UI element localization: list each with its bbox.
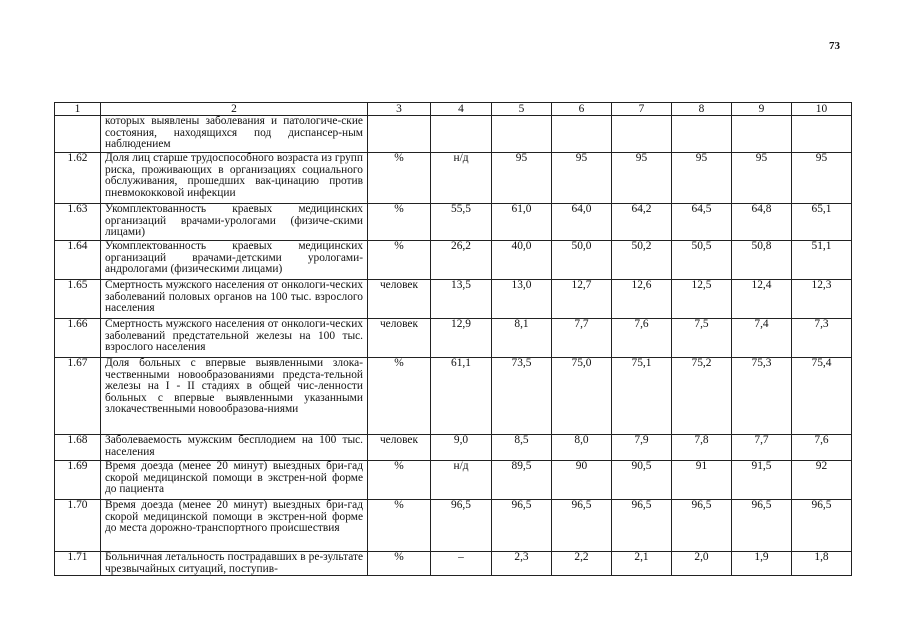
table-row: [55, 319, 852, 358]
value-cell: 75,2: [672, 358, 732, 435]
value-cell: 12,9: [431, 319, 492, 358]
value-cell: 12,5: [672, 280, 732, 319]
value-cell: 12,7: [552, 280, 612, 319]
value-cell: 40,0: [492, 241, 552, 280]
value-cell: –: [431, 552, 492, 576]
value-cell: 75,0: [552, 358, 612, 435]
value-cell: 1,8: [792, 552, 852, 576]
value-cell: 8,0: [552, 435, 612, 461]
value-cell: 91: [672, 461, 732, 500]
indicators-table: [54, 102, 852, 576]
indicator-name: Время доезда (менее 20 минут) выездных бри-гад скорой медицинской помощи в экстрен-ной форме до места дорожно-транспортного происшествия: [101, 500, 368, 552]
value-cell: 9,0: [431, 435, 492, 461]
table-row: [55, 358, 852, 435]
row-number: 1.70: [55, 500, 101, 552]
column-header: 3: [368, 103, 431, 116]
value-cell: н/д: [431, 153, 492, 204]
value-cell: 8,1: [492, 319, 552, 358]
table-row: [55, 552, 852, 576]
value-cell: 50,8: [732, 241, 792, 280]
unit-cell: %: [368, 204, 431, 241]
column-header: 1: [55, 103, 101, 116]
value-cell: 75,1: [612, 358, 672, 435]
indicator-name: Смертность мужского населения от онкологи-ческих заболеваний предстательной железы на 100 тыс. взрослого населения: [101, 319, 368, 358]
value-cell: 75,4: [792, 358, 852, 435]
value-cell: [732, 116, 792, 153]
value-cell: 64,2: [612, 204, 672, 241]
value-cell: 96,5: [792, 500, 852, 552]
value-cell: 64,8: [732, 204, 792, 241]
value-cell: 7,7: [552, 319, 612, 358]
value-cell: 95: [672, 153, 732, 204]
value-cell: 64,0: [552, 204, 612, 241]
value-cell: 90: [552, 461, 612, 500]
indicator-name: Заболеваемость мужским бесплодием на 100 тыс. населения: [101, 435, 368, 461]
unit-cell: %: [368, 358, 431, 435]
value-cell: 55,5: [431, 204, 492, 241]
table-row: [55, 461, 852, 500]
row-number: 1.63: [55, 204, 101, 241]
value-cell: 7,3: [792, 319, 852, 358]
row-number: 1.68: [55, 435, 101, 461]
unit-cell: %: [368, 552, 431, 576]
value-cell: 65,1: [792, 204, 852, 241]
indicator-name: Укомплектованность краевых медицинских организаций врачами-урологами (физиче-скими лицами): [101, 204, 368, 241]
value-cell: 95: [552, 153, 612, 204]
value-cell: 96,5: [732, 500, 792, 552]
value-cell: 95: [612, 153, 672, 204]
value-cell: 12,3: [792, 280, 852, 319]
row-number: 1.65: [55, 280, 101, 319]
table-row: [55, 241, 852, 280]
page-number: 73: [829, 40, 840, 52]
value-cell: 91,5: [732, 461, 792, 500]
indicator-name: Укомплектованность краевых медицинских организаций врачами-детскими урологами-андрологами (физическими лицами): [101, 241, 368, 280]
value-cell: [431, 116, 492, 153]
column-header: 6: [552, 103, 612, 116]
unit-cell: %: [368, 241, 431, 280]
row-number: 1.62: [55, 153, 101, 204]
column-header: 9: [732, 103, 792, 116]
value-cell: 7,9: [612, 435, 672, 461]
column-header: 5: [492, 103, 552, 116]
row-number: 1.69: [55, 461, 101, 500]
column-header: 7: [612, 103, 672, 116]
indicator-name: Больничная летальность пострадавших в ре-зультате чрезвычайных ситуаций, поступив-: [101, 552, 368, 576]
value-cell: 96,5: [672, 500, 732, 552]
unit-cell: [368, 116, 431, 153]
row-number: [55, 116, 101, 153]
value-cell: 50,2: [612, 241, 672, 280]
row-number: 1.64: [55, 241, 101, 280]
column-header: 10: [792, 103, 852, 116]
value-cell: 51,1: [792, 241, 852, 280]
unit-cell: %: [368, 461, 431, 500]
value-cell: 7,4: [732, 319, 792, 358]
value-cell: 95: [732, 153, 792, 204]
value-cell: 96,5: [431, 500, 492, 552]
value-cell: 12,6: [612, 280, 672, 319]
table-row: [55, 435, 852, 461]
value-cell: [612, 116, 672, 153]
column-header: 8: [672, 103, 732, 116]
value-cell: 75,3: [732, 358, 792, 435]
value-cell: 90,5: [612, 461, 672, 500]
indicator-name: Доля больных с впервые выявленными злока-чественными новообразованиями предста-тельной железы на I - II стадиях в общей чис-ленности больных с впервые выявленными указанными злокачественными новообразова-ниями: [101, 358, 368, 435]
value-cell: 2,3: [492, 552, 552, 576]
indicator-name: которых выявлены заболевания и патологиче-ские состояния, находящихся под диспансер-ным наблюдением: [101, 116, 368, 153]
value-cell: 96,5: [612, 500, 672, 552]
row-number: 1.66: [55, 319, 101, 358]
value-cell: 50,5: [672, 241, 732, 280]
value-cell: 89,5: [492, 461, 552, 500]
value-cell: н/д: [431, 461, 492, 500]
value-cell: 2,2: [552, 552, 612, 576]
value-cell: 7,8: [672, 435, 732, 461]
table-row: [55, 500, 852, 552]
table-row: [55, 204, 852, 241]
row-number: 1.67: [55, 358, 101, 435]
value-cell: 7,7: [732, 435, 792, 461]
value-cell: 50,0: [552, 241, 612, 280]
unit-cell: человек: [368, 319, 431, 358]
indicator-name: Время доезда (менее 20 минут) выездных бри-гад скорой медицинской помощи в экстрен-ной форме до пациента: [101, 461, 368, 500]
indicator-name: Доля лиц старше трудоспособного возраста из групп риска, проживающих в организациях социального обслуживания, прошедших вак-цинацию против пневмококковой инфекции: [101, 153, 368, 204]
value-cell: 96,5: [492, 500, 552, 552]
table-row: [55, 280, 852, 319]
value-cell: 8,5: [492, 435, 552, 461]
value-cell: 96,5: [552, 500, 612, 552]
value-cell: 1,9: [732, 552, 792, 576]
row-number: 1.71: [55, 552, 101, 576]
value-cell: 13,5: [431, 280, 492, 319]
value-cell: 12,4: [732, 280, 792, 319]
value-cell: [492, 116, 552, 153]
value-cell: [552, 116, 612, 153]
value-cell: [672, 116, 732, 153]
value-cell: 64,5: [672, 204, 732, 241]
column-header: 2: [101, 103, 368, 116]
table-row: [55, 116, 852, 153]
value-cell: 92: [792, 461, 852, 500]
value-cell: [792, 116, 852, 153]
value-cell: 95: [492, 153, 552, 204]
value-cell: 61,0: [492, 204, 552, 241]
value-cell: 26,2: [431, 241, 492, 280]
value-cell: 13,0: [492, 280, 552, 319]
value-cell: 7,6: [792, 435, 852, 461]
column-header: 4: [431, 103, 492, 116]
unit-cell: человек: [368, 435, 431, 461]
unit-cell: человек: [368, 280, 431, 319]
value-cell: 61,1: [431, 358, 492, 435]
value-cell: 73,5: [492, 358, 552, 435]
value-cell: 7,6: [612, 319, 672, 358]
indicator-name: Смертность мужского населения от онкологи-ческих заболеваний половых органов на 100 тыс. взрослого населения: [101, 280, 368, 319]
value-cell: 95: [792, 153, 852, 204]
table-row: [55, 153, 852, 204]
unit-cell: %: [368, 500, 431, 552]
unit-cell: %: [368, 153, 431, 204]
value-cell: 2,1: [612, 552, 672, 576]
value-cell: 7,5: [672, 319, 732, 358]
value-cell: 2,0: [672, 552, 732, 576]
header-row: [55, 103, 852, 116]
